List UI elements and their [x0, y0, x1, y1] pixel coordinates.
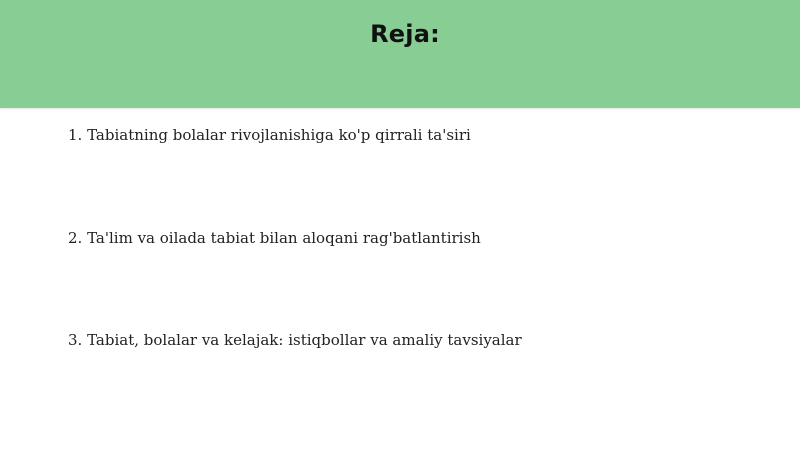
slide-title: Reja:	[370, 20, 440, 48]
header-band	[0, 0, 800, 108]
agenda-item-1: 1. Tabiatning bolalar rivojlanishiga ko'p qirrali ta'siri	[68, 126, 471, 144]
agenda-item-2: 2. Ta'lim va oilada tabiat bilan aloqani rag'batlantirish	[68, 229, 481, 247]
agenda-item-3: 3. Tabiat, bolalar va kelajak: istiqbollar va amaliy tavsiyalar	[68, 331, 522, 349]
